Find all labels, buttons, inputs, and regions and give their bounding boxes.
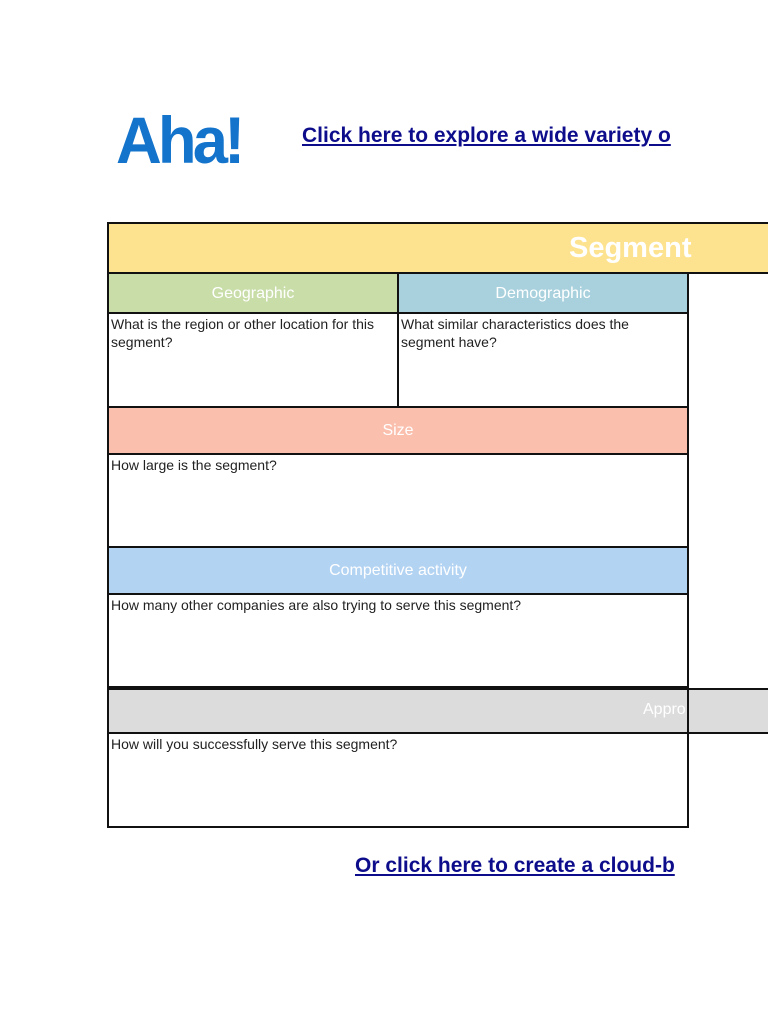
approach-cell[interactable] (109, 734, 687, 826)
geographic-cell[interactable] (109, 314, 399, 408)
size-cell[interactable] (109, 455, 687, 548)
explore-templates-link[interactable]: Click here to explore a wide variety o (302, 124, 671, 147)
geographic-header: Geographic (109, 274, 399, 314)
demographic-header: Demographic (399, 274, 687, 314)
approach-header: Appro (643, 701, 686, 718)
competitive-activity-cell[interactable] (109, 595, 687, 688)
approach-header-bar (107, 688, 768, 734)
aha-logo: Aha! (116, 103, 242, 177)
approach-prompt: How will you successfully serve this segment? (111, 736, 398, 752)
geographic-prompt: What is the region or other location for this segment? (111, 316, 375, 350)
title-bar (107, 222, 768, 274)
size-header: Size (109, 408, 687, 455)
demographic-cell[interactable] (399, 314, 687, 408)
table-right-border (687, 688, 689, 734)
competitive-activity-prompt: How many other companies are also trying to serve this segment? (111, 597, 522, 613)
competitive-activity-header: Competitive activity (109, 548, 687, 595)
demographic-prompt: What similar characteristics does the segment have? (401, 316, 629, 350)
cloud-create-link[interactable]: Or click here to create a cloud-b (355, 854, 675, 877)
size-prompt: How large is the segment? (111, 457, 277, 473)
segment-worksheet-table (107, 274, 689, 828)
page-title: Segment (569, 232, 692, 264)
